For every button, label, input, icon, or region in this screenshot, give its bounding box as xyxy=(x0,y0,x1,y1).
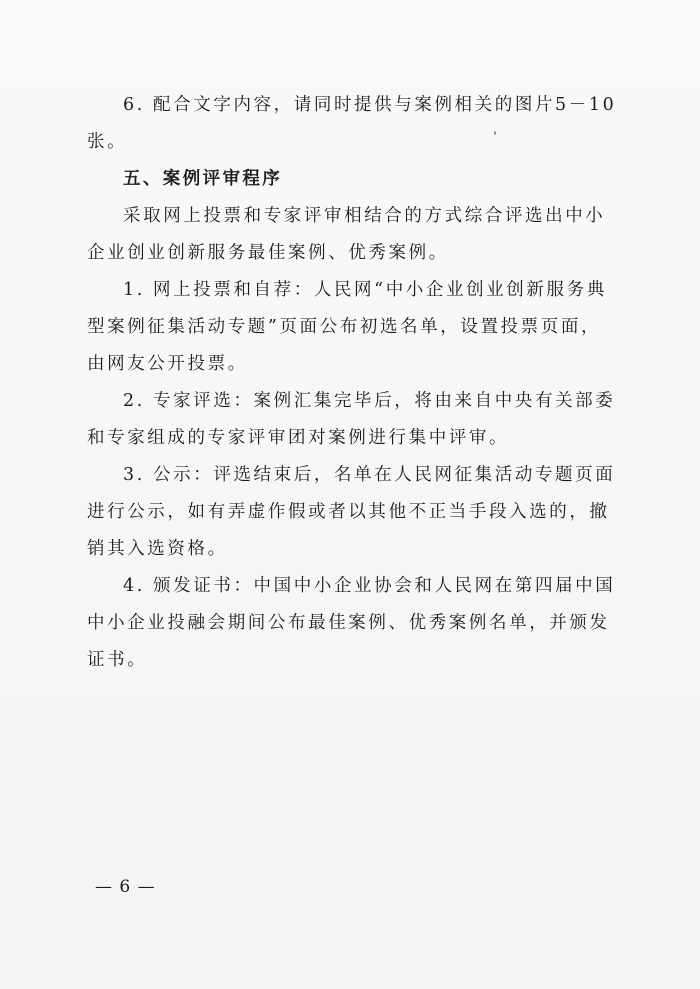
paragraph-step-4: 4. 颁发证书：中国中小企业协会和人民网在第四届中国中小企业投融会期间公布最佳案例、优秀案例名单，并颁发证书。 xyxy=(87,576,616,670)
document-body xyxy=(87,87,617,679)
page-number: — 6 — xyxy=(95,877,156,897)
paragraph-intro: 采取网上投票和专家评审相结合的方式综合评选出中小企业创业创新服务最佳案例、优秀案例。 xyxy=(87,206,606,263)
paragraph-step-3: 3. 公示：评选结束后，名单在人民网征集活动专题页面进行公示，如有弄虚作假或者以其他不正当手段入选的，撤销其入选资格。 xyxy=(87,465,616,559)
paragraph-item-6: 6. 配合文字内容，请同时提供与案例相关的图片5－10张。 xyxy=(87,95,617,152)
paragraph-step-2: 2. 专家评选：案例汇集完毕后，将由来自中央有关部委和专家组成的专家评审团对案例进行集中评审。 xyxy=(87,391,616,448)
section-heading: 五、案例评审程序 xyxy=(123,169,283,189)
paragraph-step-1: 1. 网上投票和自荐：人民网“中小企业创业创新服务典型案例征集活动专题”页面公布初选名单，设置投票页面，由网友公开投票。 xyxy=(87,280,607,374)
